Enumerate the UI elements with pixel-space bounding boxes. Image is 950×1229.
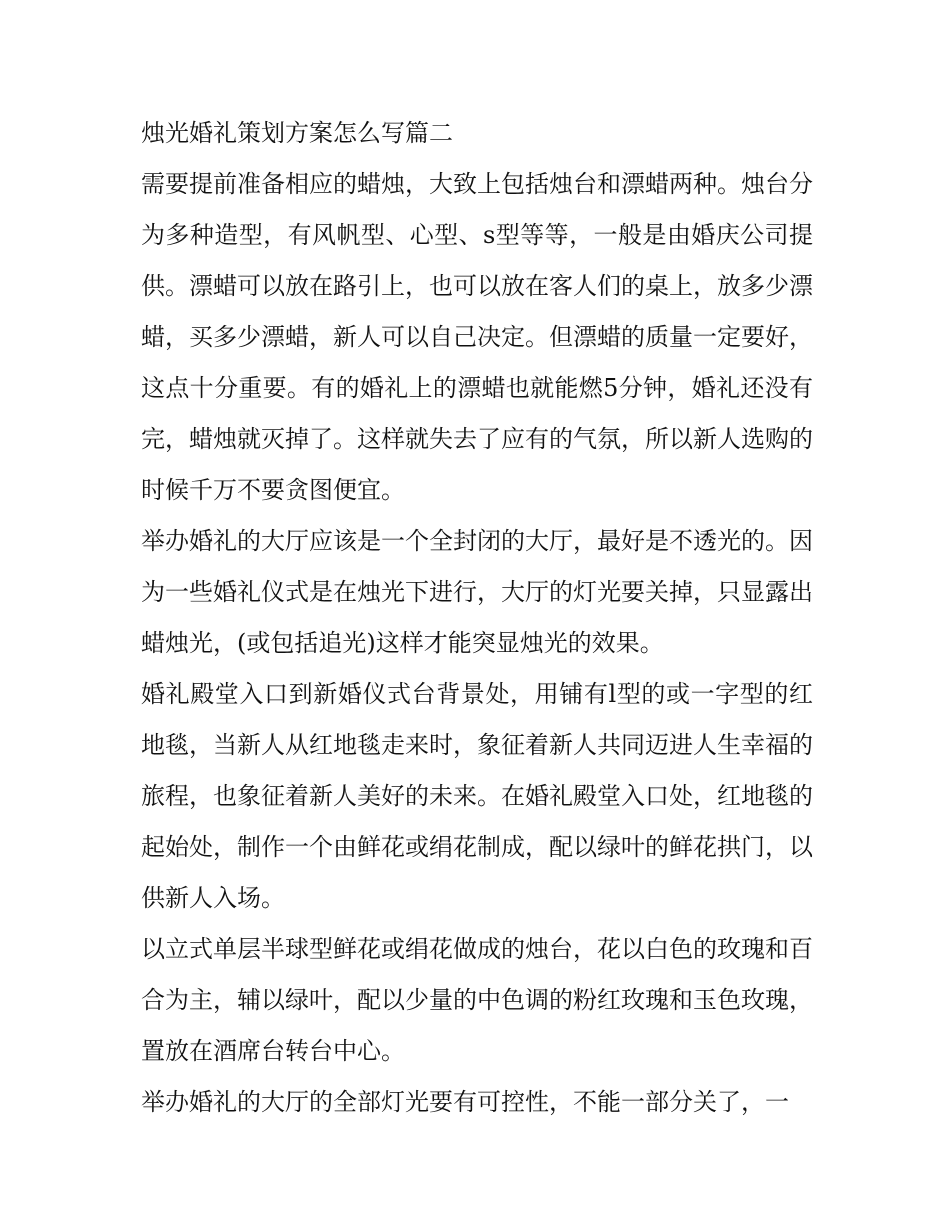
document-body <box>141 108 813 1128</box>
paragraph-candles: 需要提前准备相应的蜡烛，大致上包括烛台和漂蜡两种。烛台分为多种造型，有风帆型、心型、s型等等，一般是由婚庆公司提供。漂蜡可以放在路引上，也可以放在客人们的桌上，放多少漂蜡，买多少漂蜡，新人可以自己决定。但漂蜡的质量一定要好，这点十分重要。有的婚礼上的漂蜡也就能燃5分钟，婚礼还没有完，蜡烛就灭掉了。这样就失去了应有的气氛，所以新人选购的时候千万不要贪图便宜。 <box>141 170 813 504</box>
paragraph-lighting: 举办婚礼的大厅的全部灯光要有可控性，不能一部分关了，一 <box>141 1088 789 1116</box>
paragraph-candle-stand: 以立式单层半球型鲜花或绢花做成的烛台，花以白色的玫瑰和百合为主，辅以绿叶，配以少量的中色调的粉红玫瑰和玉色玫瑰，置放在酒席台转台中心。 <box>141 935 813 1065</box>
paragraph-red-carpet: 婚礼殿堂入口到新婚仪式台背景处，用铺有l型的或一字型的红地毯，当新人从红地毯走来时，象征着新人共同迈进人生幸福的旅程，也象征着新人美好的未来。在婚礼殿堂入口处，红地毯的起始处，制作一个由鲜花或绢花制成，配以绿叶的鲜花拱门，以供新人入场。 <box>141 680 813 912</box>
paragraph-hall: 举办婚礼的大厅应该是一个全封闭的大厅，最好是不透光的。因为一些婚礼仪式是在烛光下进行，大厅的灯光要关掉，只显露出蜡烛光，(或包括追光)这样才能突显烛光的效果。 <box>141 527 813 657</box>
document-title: 烛光婚礼策划方案怎么写篇二 <box>141 119 453 147</box>
